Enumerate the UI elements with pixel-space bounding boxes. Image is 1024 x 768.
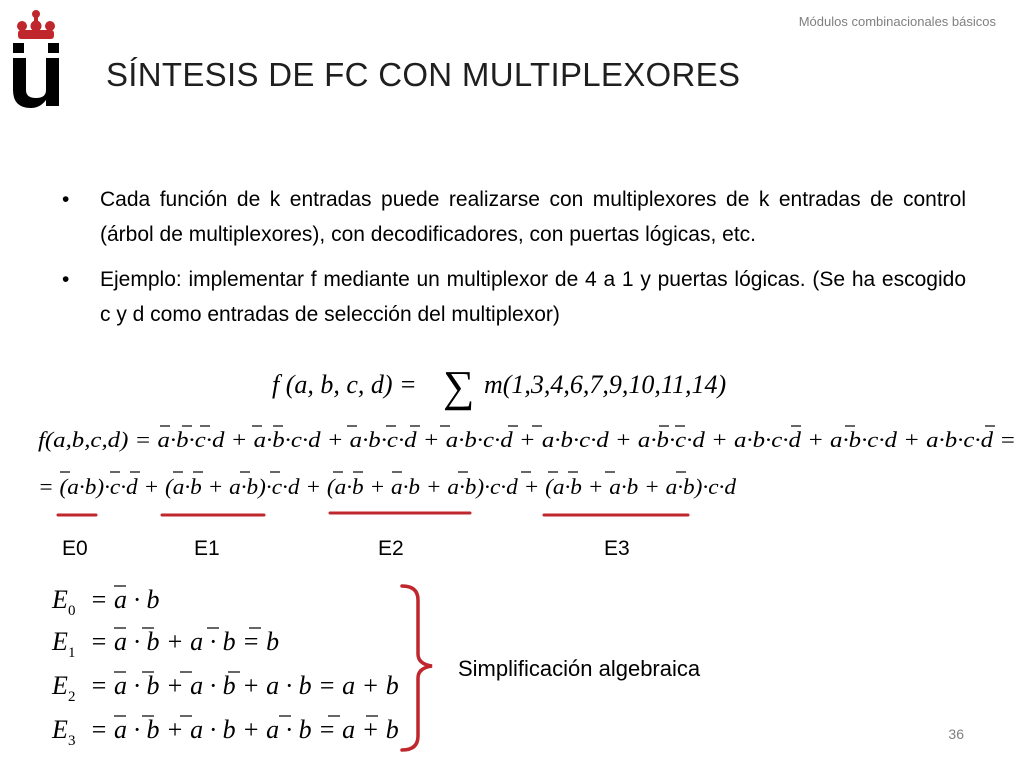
equation-e0-sub: 0 [68, 603, 76, 619]
group-label-e3: E3 [604, 537, 630, 560]
group-label-e1: E1 [194, 537, 220, 560]
equation-e2-rhs: = a · b + a · b + a · b = a + b [90, 671, 399, 700]
expansion-line-1: f(a,b,c,d) = a·b·c·d + a·b·c·d + a·b·c·d + a·b·c·d + a·b·c·d + a·b·c·d + a·b·c·d + a·b·c·d + a·b·c·d = [38, 427, 1016, 452]
bullet-item: • Cada función de k entradas puede realizarse con multiplexores de k entradas de control (árbol de multiplexores), con decodificadores, con puertas lógicas, etc. [56, 182, 966, 252]
equation-e3-sub: 3 [68, 733, 76, 749]
equation-e0-lhs: E [52, 585, 68, 614]
equation-e0-rhs: = a · b [90, 585, 160, 614]
group-label-e2: E2 [378, 537, 404, 560]
group-label-e0: E0 [62, 537, 88, 560]
sum-formula-sigma: ∑ [443, 362, 475, 411]
bullet-item: • Ejemplo: implementar f mediante un multiplexor de 4 a 1 y puertas lógicas. (Se ha escogido c y d como entradas de selección del multiplexor) [56, 262, 966, 332]
sum-formula-lhs: f (a, b, c, d) = [272, 370, 417, 399]
equation-e3-rhs: = a · b + a · b + a · b = a + b [90, 715, 399, 744]
equation-e2-sub: 2 [68, 689, 76, 705]
page-number: 36 [948, 726, 964, 742]
equation-e1-lhs: E [52, 627, 68, 656]
group-underlines [58, 513, 688, 515]
header-section-title: Módulos combinacionales básicos [798, 14, 996, 29]
equation-e1-rhs: = a · b + a · b = b [90, 627, 280, 656]
equation-e2-lhs: E [52, 671, 68, 700]
expansion-line-2: = (a·b)·c·d + (a·b + a·b)·c·d + (a·b + a·b + a·b)·c·d + (a·b + a·b + a·b)·c·d [38, 474, 738, 499]
equation-e1-sub: 1 [68, 645, 76, 661]
equation-e3-lhs: E [52, 715, 68, 744]
slide-title: SÍNTESIS DE FC CON MULTIPLEXORES [106, 56, 741, 93]
right-brace [402, 586, 432, 750]
sum-formula-rhs: m(1,3,4,6,7,9,10,11,14) [484, 370, 727, 399]
brace-label: Simplificación algebraica [458, 656, 701, 681]
